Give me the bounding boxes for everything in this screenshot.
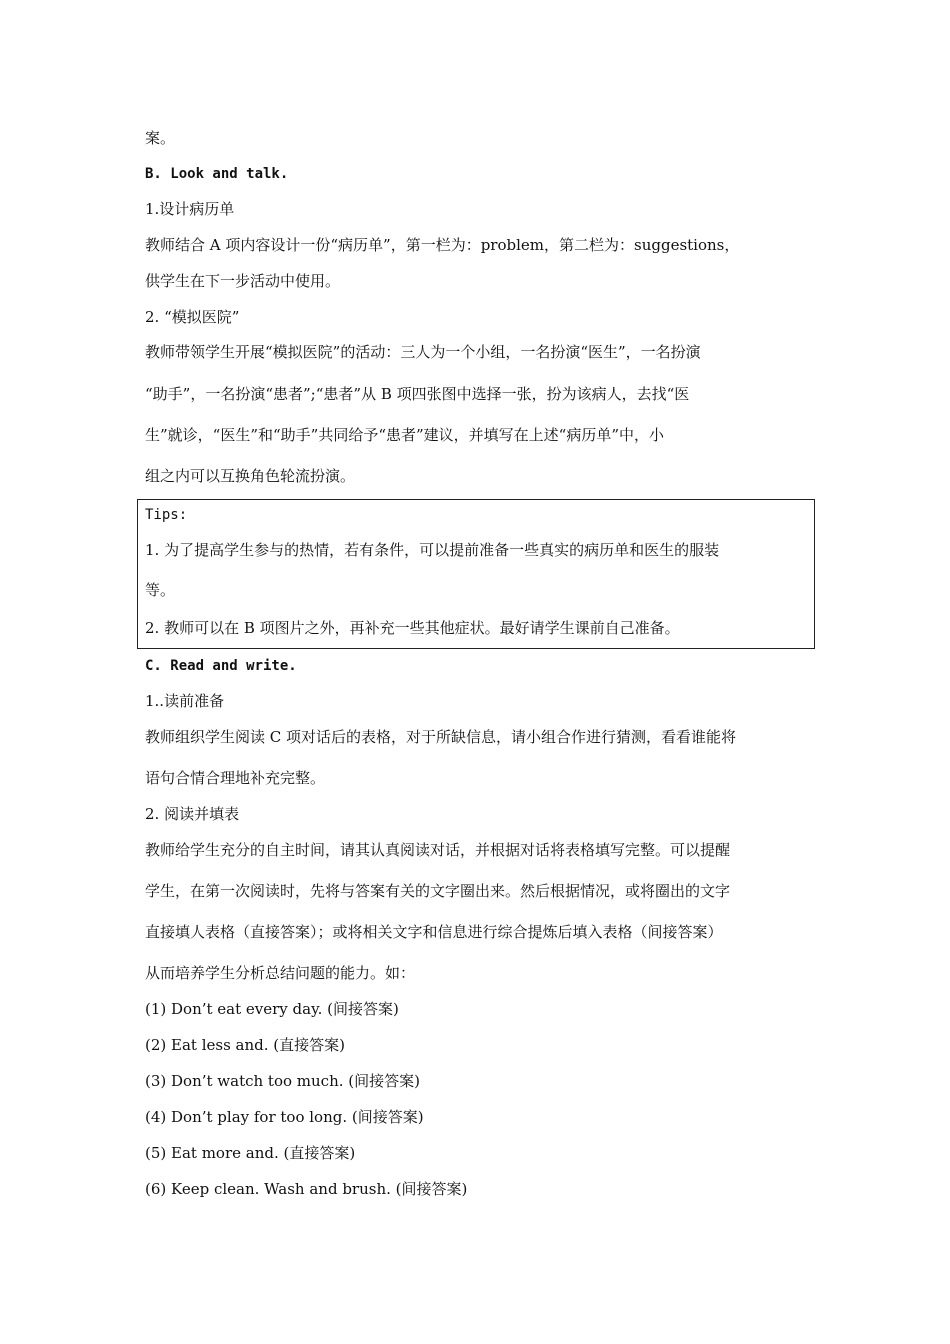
c2-paragraph-line: 直接填人表格（直接答案）；或将相关文字和信息进行综合提炼后填入表格（间接答案） [145,923,723,941]
b1-paragraph-line: 教师结合 A 项内容设计一份“病历单”，第一栏为：problem，第二栏为：suggestions， [145,236,740,254]
tips-item: 1. 为了提高学生参与的热情，若有条件，可以提前准备一些真实的病历单和医生的服装 [145,541,720,559]
answer-item: (5) Eat more and. (直接答案) [145,1144,356,1162]
c1-heading: 1..读前准备 [145,692,225,710]
tips-item: 等。 [145,581,176,599]
continuation-text: 案。 [145,129,176,147]
b2-paragraph-line: 生”就诊，“医生”和“助手”共同给予“患者”建议，并填写在上述“病历单”中，小 [145,426,665,444]
c2-paragraph-line: 从而培养学生分析总结问题的能力。如： [145,964,416,982]
answer-item: (6) Keep clean. Wash and brush. (间接答案) [145,1180,468,1198]
b2-paragraph-line: 组之内可以互换角色轮流扮演。 [145,467,356,485]
section-b-heading: B. Look and talk. [145,166,289,182]
answer-item: (3) Don’t watch too much. (间接答案) [145,1072,420,1090]
b2-paragraph-line: “助手”，一名扮演“患者”;“患者”从 B 项四张图中选择一张，扮为该病人，去找“医 [145,385,690,403]
b1-paragraph-line: 供学生在下一步活动中使用。 [145,272,341,290]
answer-item: (2) Eat less and. (直接答案) [145,1036,345,1054]
b1-heading: 1.设计病历单 [145,200,235,218]
c1-paragraph-line: 语句合情合理地补充完整。 [145,769,326,787]
tips-item: 2. 教师可以在 B 项图片之外，再补充一些其他症状。最好请学生课前自己准备。 [145,619,680,637]
b2-paragraph-line: 教师带领学生开展“模拟医院”的活动：三人为一个小组，一名扮演“医生”，一名扮演 [145,343,701,361]
answer-item: (1) Don’t eat every day. (间接答案) [145,1000,399,1018]
c2-heading: 2. 阅读并填表 [145,805,240,823]
c2-paragraph-line: 学生，在第一次阅读时，先将与答案有关的文字圈出来。然后根据情况，或将圈出的文字 [145,882,731,900]
c1-paragraph-line: 教师组织学生阅读 C 项对话后的表格，对于所缺信息，请小组合作进行猜测，看看谁能将 [145,728,737,746]
tips-label: Tips: [145,507,188,523]
answer-item: (4) Don’t play for too long. (间接答案) [145,1108,424,1126]
c2-paragraph-line: 教师给学生充分的自主时间，请其认真阅读对话，并根据对话将表格填写完整。可以提醒 [145,841,731,859]
b2-heading: 2. “模拟医院” [145,308,240,326]
section-c-heading: C. Read and write. [145,658,297,674]
